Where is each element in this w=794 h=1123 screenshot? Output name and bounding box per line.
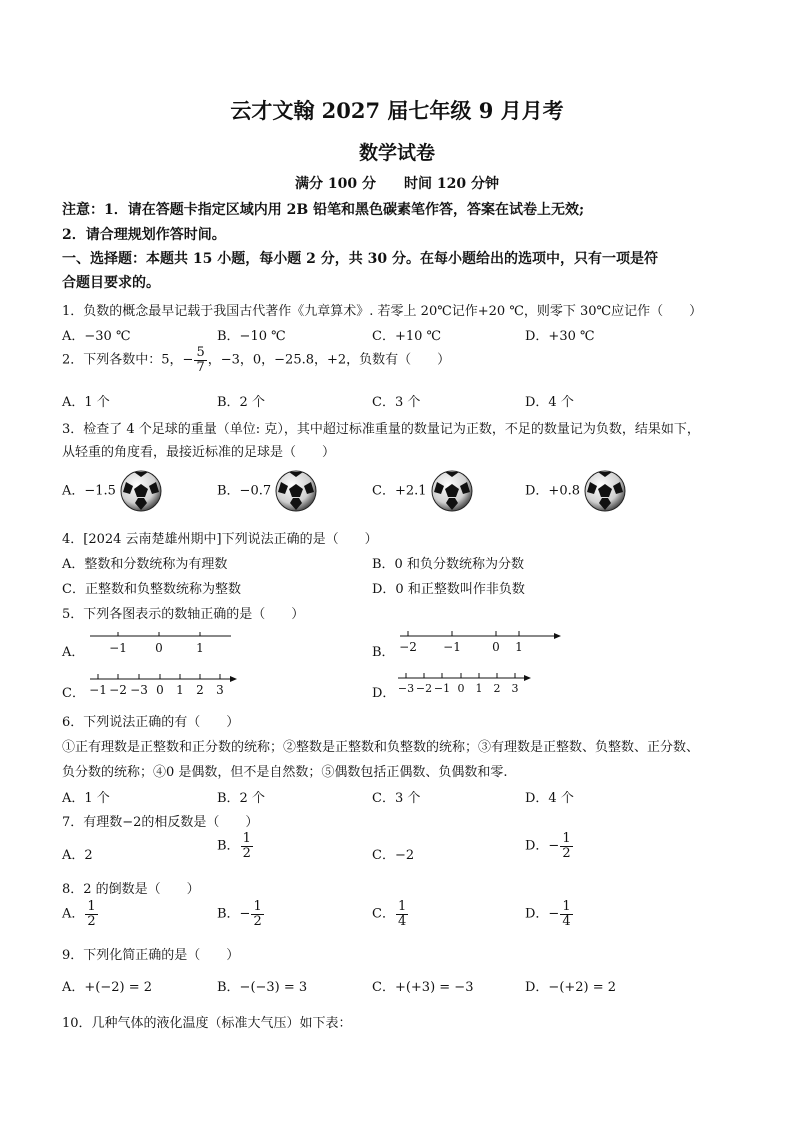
soccer-ball-icon: [120, 470, 162, 512]
exam-title: 云才文翰 2027 届七年级 9 月月考: [230, 98, 564, 123]
tick-label: −2: [109, 683, 127, 697]
tick-label: 2: [493, 682, 501, 695]
q5-option-b-label[interactable]: B．: [372, 645, 395, 660]
q3-option-d[interactable]: D．+0.8: [525, 470, 626, 512]
tick-label: −1: [433, 682, 451, 695]
q8-option-b[interactable]: B．− $\frac{1}{2}$: [217, 899, 262, 929]
q4-option-c[interactable]: C．正整数和负整数统称为整数: [62, 582, 241, 597]
tick-label: 1: [475, 682, 483, 695]
soccer-ball-icon: [431, 470, 473, 512]
q2-option-d[interactable]: D．4 个: [525, 395, 574, 410]
q6-statements-line1: ①正有理数是正整数和正分数的统称；②整数是正整数和负整数的统称；③有理数是正整数、负整数、正分数、: [62, 740, 700, 755]
exam-subtitle: 数学试卷: [358, 142, 435, 164]
tick-label: 1: [515, 640, 523, 654]
q10-stem: 10．几种气体的液化温度（标准大气压）如下表：: [62, 1016, 352, 1031]
q2-stem: 2．下列各数中：5，− $\frac{5}{7}$ ，−3，0，−25.8，+2，负数有（ ）: [62, 345, 451, 375]
q5-option-d-label[interactable]: D．: [372, 686, 396, 701]
q2-fraction: $\frac{5}{7}$: [196, 345, 205, 375]
q8-stem: 8．2 的倒数是（ ）: [62, 882, 200, 897]
exam-time: 时间 120 分钟: [404, 176, 499, 192]
q9-option-c[interactable]: C．+(+3) = −3: [372, 980, 474, 995]
fraction: $\frac{1}{4}$: [562, 899, 571, 929]
q5-option-a-label[interactable]: A．: [62, 645, 85, 660]
q7-stem: 7．有理数−2的相反数是（ ）: [62, 815, 259, 830]
q5-stem: 5．下列各图表示的数轴正确的是（ ）: [62, 607, 305, 622]
tick-label: 0: [155, 641, 163, 655]
q7-option-d[interactable]: D．− $\frac{1}{2}$: [525, 831, 571, 861]
section-1-heading-line1: 一、选择题：本题共 15 小题，每小题 2 分，共 30 分。在每小题给出的选项中，只有一项是符: [62, 251, 658, 267]
tick-label: −3: [397, 682, 415, 695]
q6-option-b[interactable]: B．2 个: [217, 791, 265, 806]
fraction: $\frac{1}{2}$: [562, 831, 571, 861]
q2-option-a[interactable]: A．1 个: [62, 395, 110, 410]
q8-option-a[interactable]: A． $\frac{1}{2}$: [62, 899, 96, 929]
q5-number-line-d[interactable]: [396, 670, 536, 704]
q3-stem-line1: 3．检查了 4 个足球的重量（单位: 克），其中超过标准重量的数量记为正数，不足的数量记为负数，结果如下，: [62, 422, 700, 437]
q6-option-c[interactable]: C．3 个: [372, 791, 421, 806]
q6-option-a[interactable]: A．1 个: [62, 791, 110, 806]
q4-option-a[interactable]: A．整数和分数统称为有理数: [62, 557, 228, 572]
q5-number-line-b[interactable]: [398, 628, 563, 662]
tick-label: −2: [415, 682, 433, 695]
fraction: $\frac{1}{2}$: [242, 831, 251, 861]
q9-stem: 9．下列化简正确的是（ ）: [62, 948, 240, 963]
q7-option-c[interactable]: C．−2: [372, 848, 415, 863]
tick-label: 1: [176, 683, 184, 697]
q7-option-a[interactable]: A．2: [62, 848, 93, 863]
tick-label: −1: [89, 683, 107, 697]
q1-option-a[interactable]: A．−30 ℃: [62, 329, 131, 344]
fraction: $\frac{1}{4}$: [397, 899, 407, 929]
q2-option-c[interactable]: C．3 个: [372, 395, 421, 410]
q6-option-d[interactable]: D．4 个: [525, 791, 574, 806]
section-1-heading-line2: 合题目要求的。: [62, 275, 160, 291]
q3-option-a[interactable]: A．−1.5: [62, 470, 162, 512]
tick-label: −2: [399, 640, 417, 654]
tick-label: 2: [196, 683, 204, 697]
q7-option-b[interactable]: B． $\frac{1}{2}$: [217, 831, 251, 861]
exam-meta: [0, 173, 794, 193]
q8-option-c[interactable]: C． $\frac{1}{4}$: [372, 899, 407, 929]
q6-stem: 6．下列说法正确的有（ ）: [62, 715, 240, 730]
q5-option-c-label[interactable]: C．: [62, 686, 85, 701]
q6-statements-line2: 负分数的统称；④0 是偶数，但不是自然数；⑤偶数包括正偶数、负偶数和零.: [62, 765, 508, 780]
q5-number-line-c[interactable]: [88, 672, 243, 706]
q9-option-a[interactable]: A．+(−2) = 2: [62, 980, 153, 995]
fraction: $\frac{1}{2}$: [253, 899, 262, 929]
q9-option-d[interactable]: D．−(+2) = 2: [525, 980, 617, 995]
note-1: 注意：1．请在答题卡指定区域内用 2B 铅笔和黑色碳素笔作答，答案在试卷上无效;: [62, 202, 585, 218]
tick-label: 3: [216, 683, 224, 697]
tick-label: 1: [196, 641, 204, 655]
q3-stem-line2: 从轻重的角度看，最接近标准的足球是（ ）: [62, 445, 336, 460]
tick-label: −1: [443, 640, 461, 654]
soccer-ball-icon: [584, 470, 626, 512]
q8-option-d[interactable]: D．− $\frac{1}{4}$: [525, 899, 571, 929]
q3-option-b[interactable]: B．−0.7: [217, 470, 317, 512]
q3-option-c[interactable]: C．+2.1: [372, 470, 473, 512]
tick-label: 0: [457, 682, 465, 695]
tick-label: 3: [511, 682, 519, 695]
q1-stem: 1．负数的概念最早记载于我国古代著作《九章算术》. 若零上 20℃记作+20 ℃，则零下 30℃应记作（ ）: [62, 304, 703, 319]
tick-label: −1: [109, 641, 127, 655]
tick-label: 0: [156, 683, 164, 697]
tick-label: −3: [130, 683, 148, 697]
fraction: $\frac{1}{2}$: [87, 899, 96, 929]
tick-label: 0: [492, 640, 500, 654]
q1-option-c[interactable]: C．+10 ℃: [372, 329, 442, 344]
q4-option-d[interactable]: D．0 和正整数叫作非负数: [372, 582, 525, 597]
q9-option-b[interactable]: B．−(−3) = 3: [217, 980, 308, 995]
q4-stem: 4．[2024 云南楚雄州期中]下列说法正确的是（ ）: [62, 532, 378, 547]
q5-number-line-a[interactable]: [88, 630, 238, 664]
note-2: 2．请合理规划作答时间。: [62, 227, 226, 243]
full-score: 满分 100 分: [295, 176, 376, 192]
soccer-ball-icon: [275, 470, 317, 512]
q1-option-d[interactable]: D．+30 ℃: [525, 329, 595, 344]
q4-option-b[interactable]: B．0 和负分数统称为分数: [372, 557, 524, 572]
q1-option-b[interactable]: B．−10 ℃: [217, 329, 286, 344]
q2-option-b[interactable]: B．2 个: [217, 395, 265, 410]
